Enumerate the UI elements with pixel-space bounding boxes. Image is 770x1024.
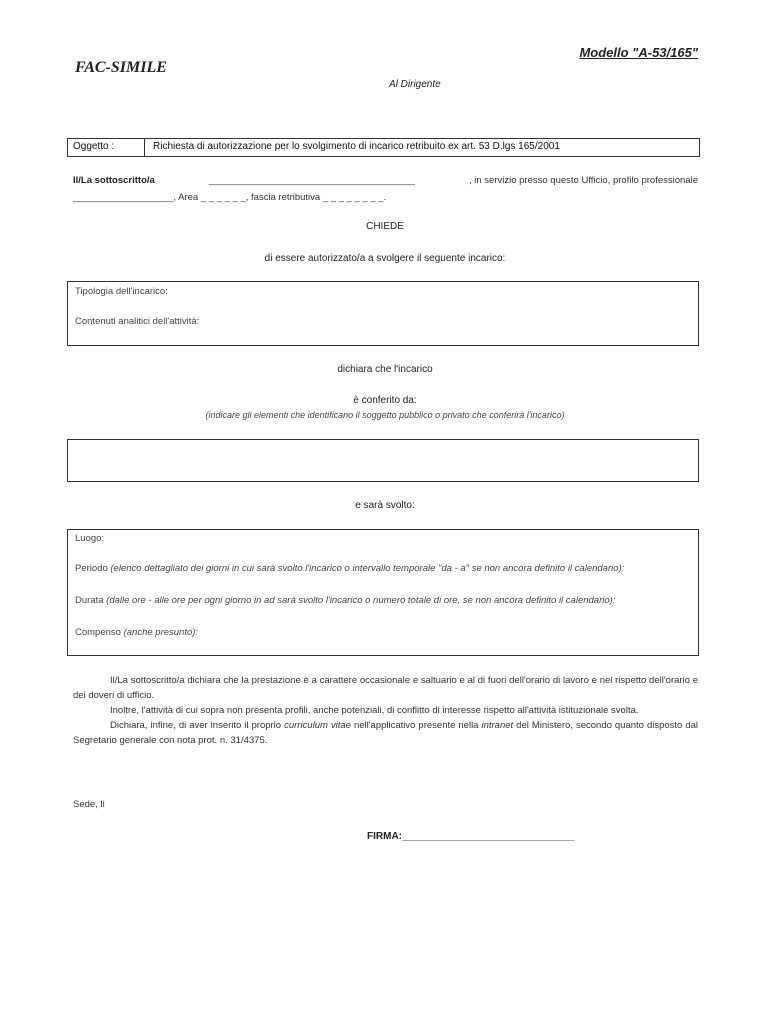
declaration-2: Inoltre, l'attività di cui sopra non presenta profili, anche potenziali, di conflitto di interesse rispetto all'attività istituzionale svolta. <box>110 705 639 716</box>
conferito-box[interactable] <box>67 439 699 482</box>
conferito-hint: (indicare gli elementi che identificano il soggetto pubblico o privato che conferirà l'incarico) <box>205 410 565 420</box>
intro-line-1 <box>73 172 698 189</box>
declaration-1: Il/La sottoscritto/a dichiara che la prestazione è a carattere occasionale e saltuario e al di fuori dell'orario di lavoro e nel rispetto dell'orario e dei doveri di ufficio. <box>73 675 698 701</box>
intro-paragraph <box>73 172 698 206</box>
compenso-hint: (anche presunto): <box>123 627 199 638</box>
intro-service: , in servizio presso questo Ufficio, profilo professionale <box>468 175 698 186</box>
durata-label: Durata <box>75 595 104 606</box>
subject-box <box>67 138 700 157</box>
periodo-hint: (elenco dettagliato dei giorni in cui sarà svolto l'incarico o intervallo temporale "da - a" se non ancora definito il calendario): <box>110 563 625 574</box>
declaration-3-e: del Ministero, secondo quanto disposto dal Segretario generale con nota prot. n. 31/4375. <box>73 720 699 746</box>
model-code: Modello "A-53/165" <box>579 45 698 60</box>
svolto-line: e sarà svolto: <box>355 500 415 511</box>
declaration-3-a: Dichiara, infine, di aver inserito il proprio <box>110 720 282 731</box>
signature-line[interactable]: FIRMA:_______________________________ <box>367 831 575 842</box>
periodo-label: Periodo <box>75 563 108 574</box>
declarations <box>73 673 698 748</box>
intro-line-2[interactable]: ___________________, Area _ _ _ _ _ _, fascia retributiva _ _ _ _ _ _ _ _. <box>73 192 387 203</box>
declaration-3-c: nell'applicativo presente nella <box>353 720 479 731</box>
intro-subject: Il/La sottoscritto/a <box>73 175 155 186</box>
chiede-heading: CHIEDE <box>366 221 404 232</box>
periodo-line <box>75 563 624 574</box>
addressee: Al Dirigente <box>389 79 441 90</box>
subject-text: Richiesta di autorizzazione per lo svolgimento di incarico retribuito ex art. 53 D.lgs 165/2001 <box>153 141 560 152</box>
sede-date[interactable]: Sede, li <box>73 799 105 810</box>
contenuti-label: Contenuti analitici dell'attività: <box>75 316 200 327</box>
compenso-line <box>75 627 198 638</box>
request-line: di essere autorizzato/a a svolgere il seguente incarico: <box>264 253 506 264</box>
details-box[interactable] <box>67 529 699 656</box>
dichiara-line: dichiara che l'incarico <box>337 364 433 375</box>
durata-hint: (dalle ore - alle ore per ogni giorno in ad sarà svolto l'incarico o numero totale di ore, se non ancora definito il calendario): <box>106 595 616 606</box>
facsimile-title: FAC-SIMILE <box>75 59 167 76</box>
intranet: intranet <box>481 720 514 731</box>
subject-label: Oggetto : <box>68 139 145 156</box>
durata-line <box>75 595 615 606</box>
luogo-label: Luogo: <box>75 533 105 544</box>
incarico-box[interactable] <box>67 281 699 346</box>
conferito-line: è conferito da: <box>353 395 417 406</box>
declaration-3 <box>73 718 698 748</box>
name-blank[interactable]: _______________________________________ <box>208 175 415 186</box>
curriculum-vitae: curriculum vitae <box>284 720 351 731</box>
compenso-label: Compenso <box>75 627 121 638</box>
tipologia-label: Tipologia dell'incarico: <box>75 286 168 297</box>
